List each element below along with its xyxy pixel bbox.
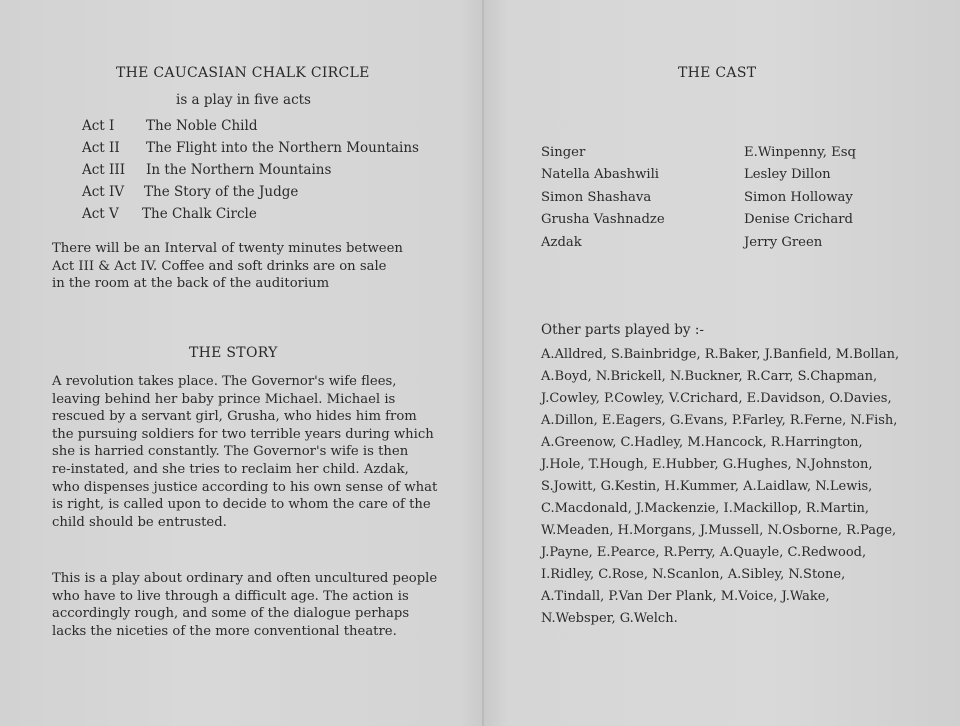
other-parts-line: A.Dillon, E.Eagers, G.Evans, P.Farley, R.Ferne, N.Fish, xyxy=(541,413,898,428)
act-label: Act II xyxy=(82,140,120,156)
about-line: lacks the niceties of the more conventional theatre. xyxy=(52,623,397,639)
act-label: Act IV xyxy=(82,184,125,200)
other-parts-line: J.Cowley, P.Cowley, V.Crichard, E.Davidson, O.Davies, xyxy=(541,391,892,406)
interval-line: Act III & Act IV. Coffee and soft drinks are on sale xyxy=(52,258,387,274)
cast-roles xyxy=(541,142,665,254)
story-line: leaving behind her baby prince Michael. Michael is xyxy=(52,391,396,407)
cast-actors xyxy=(744,142,856,254)
other-parts-line: W.Meaden, H.Morgans, J.Mussell, N.Osborne, R.Page, xyxy=(541,523,897,538)
cast-actor: Simon Holloway xyxy=(744,189,853,205)
other-parts-line: S.Jowitt, G.Kestin, H.Kummer, A.Laidlaw, N.Lewis, xyxy=(541,479,873,494)
other-parts-line: A.Boyd, N.Brickell, N.Buckner, R.Carr, S.Chapman, xyxy=(541,369,878,384)
interval-line: in the room at the back of the auditorium xyxy=(52,276,330,292)
about-line: who have to live through a difficult age. The action is xyxy=(52,588,409,604)
story-line: re-instated, and she tries to reclaim her child. Azdak, xyxy=(52,461,409,477)
other-parts-line: C.Macdonald, J.Mackenzie, I.Mackillop, R.Martin, xyxy=(541,501,870,516)
cast-actor: Denise Crichard xyxy=(744,212,853,228)
other-parts-line: J.Payne, E.Pearce, R.Perry, A.Quayle, C.Redwood, xyxy=(541,545,867,560)
cast-role: Simon Shashava xyxy=(541,189,652,205)
act-label: Act V xyxy=(82,206,119,222)
cast-role: Azdak xyxy=(541,234,582,250)
cast-role: Grusha Vashnadze xyxy=(541,212,665,228)
story-line: she is harried constantly. The Governor's wife is then xyxy=(52,444,409,460)
act-name: In the Northern Mountains xyxy=(146,162,332,178)
cast-actor: E.Winpenny, Esq xyxy=(744,145,857,160)
story-line: is right, is called upon to decide to whom the care of the xyxy=(52,497,431,513)
about-paragraph xyxy=(52,570,437,640)
act-label: Act III xyxy=(82,162,126,178)
other-parts-line: A.Greenow, C.Hadley, M.Hancock, R.Harrington, xyxy=(541,435,863,450)
cast-role: Singer xyxy=(541,145,586,160)
other-parts-line: A.Tindall, P.Van Der Plank, M.Voice, J.Wake, xyxy=(541,589,830,604)
other-parts-label: Other parts played by :- xyxy=(541,322,704,338)
cast-actor: Jerry Green xyxy=(744,234,823,250)
about-line: accordingly rough, and some of the dialogue perhaps xyxy=(52,606,410,622)
other-parts-list xyxy=(541,344,899,630)
story-line: A revolution takes place. The Governor's wife flees, xyxy=(52,374,397,389)
other-parts-line: A.Alldred, S.Bainbridge, R.Baker, J.Banfield, M.Bollan, xyxy=(541,347,900,362)
other-parts-line: N.Websper, G.Welch. xyxy=(541,611,678,626)
act-label: Act I xyxy=(82,118,115,134)
story-line: child should be entrusted. xyxy=(52,514,227,530)
play-title: THE CAUCASIAN CHALK CIRCLE xyxy=(116,65,370,81)
story-line: the pursuing soldiers for two terrible years during which xyxy=(52,426,434,442)
page-fold xyxy=(482,0,484,726)
act-name: The Flight into the Northern Mountains xyxy=(146,140,419,156)
play-subtitle: is a play in five acts xyxy=(176,92,311,108)
cast-role: Natella Abashwili xyxy=(541,167,660,183)
story-heading: THE STORY xyxy=(189,345,278,361)
act-name: The Story of the Judge xyxy=(144,184,299,200)
cast-title: THE CAST xyxy=(678,65,757,81)
story-line: who dispenses justice according to his own sense of what xyxy=(52,479,438,495)
interval-line: There will be an Interval of twenty minutes between xyxy=(52,241,403,256)
story-paragraph xyxy=(52,373,437,531)
act-name: The Chalk Circle xyxy=(142,206,257,222)
interval-notice xyxy=(52,240,403,293)
other-parts-line: J.Hole, T.Hough, E.Hubber, G.Hughes, N.Johnston, xyxy=(541,457,873,472)
act-name: The Noble Child xyxy=(146,118,258,134)
other-parts-line: I.Ridley, C.Rose, N.Scanlon, A.Sibley, N.Stone, xyxy=(541,567,846,582)
cast-actor: Lesley Dillon xyxy=(744,167,831,183)
story-line: rescued by a servant girl, Grusha, who hides him from xyxy=(52,409,417,425)
about-line: This is a play about ordinary and often uncultured people xyxy=(52,571,438,586)
